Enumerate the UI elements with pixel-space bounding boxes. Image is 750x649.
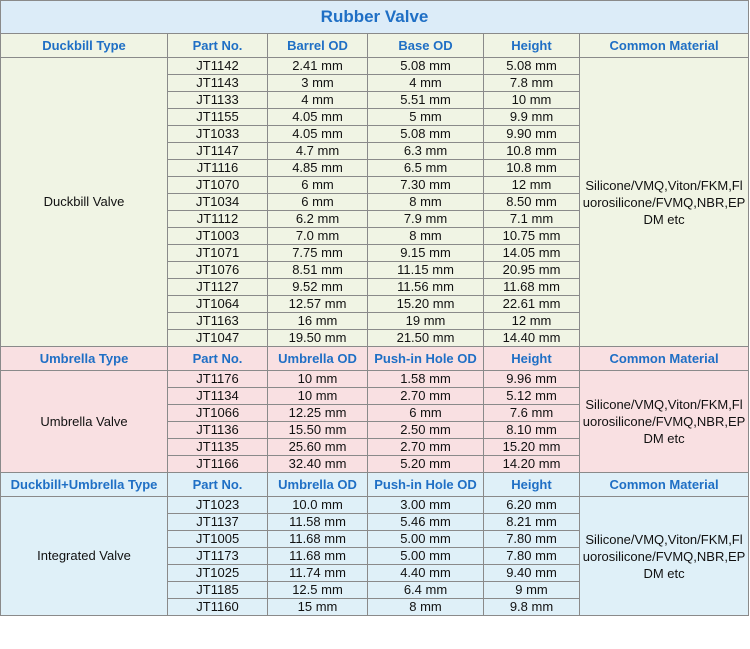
second-od-cell: 7.30 mm <box>368 177 484 194</box>
table-row <box>1 497 749 514</box>
second-od-cell: 8 mm <box>368 599 484 616</box>
part-no-cell: JT1116 <box>168 160 268 177</box>
height-cell: 12 mm <box>484 177 580 194</box>
umbrella-height-header: Height <box>484 347 580 371</box>
second-od-cell: 5.51 mm <box>368 92 484 109</box>
second-od-cell: 6.5 mm <box>368 160 484 177</box>
part-no-cell: JT1064 <box>168 296 268 313</box>
part-no-cell: JT1147 <box>168 143 268 160</box>
od-cell: 4.7 mm <box>268 143 368 160</box>
height-cell: 8.21 mm <box>484 514 580 531</box>
part-no-cell: JT1033 <box>168 126 268 143</box>
od-cell: 7.0 mm <box>268 228 368 245</box>
height-cell: 5.08 mm <box>484 58 580 75</box>
second-od-cell: 19 mm <box>368 313 484 330</box>
table-row <box>1 58 749 75</box>
second-od-cell: 11.15 mm <box>368 262 484 279</box>
part-no-cell: JT1163 <box>168 313 268 330</box>
umbrella-od-header: Umbrella OD <box>268 347 368 371</box>
od-cell: 4 mm <box>268 92 368 109</box>
od-cell: 32.40 mm <box>268 456 368 473</box>
od-cell: 6 mm <box>268 177 368 194</box>
height-cell: 14.20 mm <box>484 456 580 473</box>
part-no-cell: JT1160 <box>168 599 268 616</box>
duckbill-od-header: Barrel OD <box>268 34 368 58</box>
height-cell: 6.20 mm <box>484 497 580 514</box>
integrated-material-header: Common Material <box>580 473 749 497</box>
od-cell: 12.25 mm <box>268 405 368 422</box>
part-no-cell: JT1176 <box>168 371 268 388</box>
height-cell: 9.90 mm <box>484 126 580 143</box>
table-row <box>1 371 749 388</box>
height-cell: 7.80 mm <box>484 548 580 565</box>
second-od-cell: 1.58 mm <box>368 371 484 388</box>
umbrella-material: Silicone/VMQ,Viton/FKM,Fluorosilicone/FVMQ,NBR,EPDM etc <box>580 371 749 473</box>
height-cell: 10 mm <box>484 92 580 109</box>
table-title: Rubber Valve <box>1 1 749 34</box>
part-no-cell: JT1137 <box>168 514 268 531</box>
integrated-height-header: Height <box>484 473 580 497</box>
duckbill-header-row <box>1 34 749 58</box>
part-no-cell: JT1076 <box>168 262 268 279</box>
od-cell: 4.85 mm <box>268 160 368 177</box>
od-cell: 3 mm <box>268 75 368 92</box>
od-cell: 15 mm <box>268 599 368 616</box>
integrated-type-label: Integrated Valve <box>1 497 168 616</box>
duckbill-part-no-header: Part No. <box>168 34 268 58</box>
od-cell: 11.74 mm <box>268 565 368 582</box>
part-no-cell: JT1025 <box>168 565 268 582</box>
second-od-cell: 4.40 mm <box>368 565 484 582</box>
duckbill-height-header: Height <box>484 34 580 58</box>
second-od-cell: 2.50 mm <box>368 422 484 439</box>
integrated-material: Silicone/VMQ,Viton/FKM,Fluorosilicone/FVMQ,NBR,EPDM etc <box>580 497 749 616</box>
integrated-second-od-header: Push-in Hole OD <box>368 473 484 497</box>
second-od-cell: 6.3 mm <box>368 143 484 160</box>
second-od-cell: 9.15 mm <box>368 245 484 262</box>
second-od-cell: 15.20 mm <box>368 296 484 313</box>
od-cell: 4.05 mm <box>268 126 368 143</box>
second-od-cell: 2.70 mm <box>368 388 484 405</box>
part-no-cell: JT1133 <box>168 92 268 109</box>
second-od-cell: 4 mm <box>368 75 484 92</box>
od-cell: 16 mm <box>268 313 368 330</box>
od-cell: 6.2 mm <box>268 211 368 228</box>
od-cell: 7.75 mm <box>268 245 368 262</box>
second-od-cell: 5.46 mm <box>368 514 484 531</box>
part-no-cell: JT1127 <box>168 279 268 296</box>
height-cell: 12 mm <box>484 313 580 330</box>
part-no-cell: JT1066 <box>168 405 268 422</box>
part-no-cell: JT1155 <box>168 109 268 126</box>
height-cell: 8.10 mm <box>484 422 580 439</box>
second-od-cell: 5.08 mm <box>368 126 484 143</box>
height-cell: 10.8 mm <box>484 160 580 177</box>
od-cell: 11.68 mm <box>268 548 368 565</box>
duckbill-material-header: Common Material <box>580 34 749 58</box>
od-cell: 8.51 mm <box>268 262 368 279</box>
od-cell: 10 mm <box>268 371 368 388</box>
part-no-cell: JT1135 <box>168 439 268 456</box>
part-no-cell: JT1070 <box>168 177 268 194</box>
part-no-cell: JT1047 <box>168 330 268 347</box>
od-cell: 19.50 mm <box>268 330 368 347</box>
part-no-cell: JT1134 <box>168 388 268 405</box>
height-cell: 7.1 mm <box>484 211 580 228</box>
od-cell: 2.41 mm <box>268 58 368 75</box>
part-no-cell: JT1112 <box>168 211 268 228</box>
second-od-cell: 5.00 mm <box>368 531 484 548</box>
umbrella-material-header: Common Material <box>580 347 749 371</box>
integrated-od-header: Umbrella OD <box>268 473 368 497</box>
duckbill-type-label: Duckbill Valve <box>1 58 168 347</box>
height-cell: 9 mm <box>484 582 580 599</box>
height-cell: 11.68 mm <box>484 279 580 296</box>
part-no-cell: JT1143 <box>168 75 268 92</box>
part-no-cell: JT1003 <box>168 228 268 245</box>
duckbill-type-header: Duckbill Type <box>1 34 168 58</box>
second-od-cell: 11.56 mm <box>368 279 484 296</box>
integrated-part-no-header: Part No. <box>168 473 268 497</box>
second-od-cell: 7.9 mm <box>368 211 484 228</box>
second-od-cell: 21.50 mm <box>368 330 484 347</box>
umbrella-second-od-header: Push-in Hole OD <box>368 347 484 371</box>
height-cell: 7.80 mm <box>484 531 580 548</box>
height-cell: 7.8 mm <box>484 75 580 92</box>
od-cell: 12.57 mm <box>268 296 368 313</box>
second-od-cell: 6 mm <box>368 405 484 422</box>
height-cell: 10.75 mm <box>484 228 580 245</box>
height-cell: 8.50 mm <box>484 194 580 211</box>
umbrella-part-no-header: Part No. <box>168 347 268 371</box>
height-cell: 22.61 mm <box>484 296 580 313</box>
umbrella-type-header: Umbrella Type <box>1 347 168 371</box>
height-cell: 15.20 mm <box>484 439 580 456</box>
height-cell: 9.9 mm <box>484 109 580 126</box>
od-cell: 11.68 mm <box>268 531 368 548</box>
umbrella-type-label: Umbrella Valve <box>1 371 168 473</box>
part-no-cell: JT1166 <box>168 456 268 473</box>
height-cell: 20.95 mm <box>484 262 580 279</box>
height-cell: 14.05 mm <box>484 245 580 262</box>
height-cell: 10.8 mm <box>484 143 580 160</box>
part-no-cell: JT1142 <box>168 58 268 75</box>
od-cell: 10.0 mm <box>268 497 368 514</box>
second-od-cell: 5.00 mm <box>368 548 484 565</box>
part-no-cell: JT1185 <box>168 582 268 599</box>
part-no-cell: JT1034 <box>168 194 268 211</box>
second-od-cell: 5 mm <box>368 109 484 126</box>
umbrella-header-row <box>1 347 749 371</box>
od-cell: 10 mm <box>268 388 368 405</box>
second-od-cell: 2.70 mm <box>368 439 484 456</box>
second-od-cell: 8 mm <box>368 194 484 211</box>
second-od-cell: 3.00 mm <box>368 497 484 514</box>
second-od-cell: 8 mm <box>368 228 484 245</box>
height-cell: 14.40 mm <box>484 330 580 347</box>
height-cell: 9.96 mm <box>484 371 580 388</box>
od-cell: 15.50 mm <box>268 422 368 439</box>
integrated-header-row <box>1 473 749 497</box>
integrated-type-header: Duckbill+Umbrella Type <box>1 473 168 497</box>
part-no-cell: JT1071 <box>168 245 268 262</box>
od-cell: 25.60 mm <box>268 439 368 456</box>
second-od-cell: 5.20 mm <box>368 456 484 473</box>
second-od-cell: 5.08 mm <box>368 58 484 75</box>
od-cell: 11.58 mm <box>268 514 368 531</box>
part-no-cell: JT1173 <box>168 548 268 565</box>
part-no-cell: JT1005 <box>168 531 268 548</box>
second-od-cell: 6.4 mm <box>368 582 484 599</box>
height-cell: 9.8 mm <box>484 599 580 616</box>
od-cell: 4.05 mm <box>268 109 368 126</box>
part-no-cell: JT1023 <box>168 497 268 514</box>
height-cell: 5.12 mm <box>484 388 580 405</box>
part-no-cell: JT1136 <box>168 422 268 439</box>
od-cell: 9.52 mm <box>268 279 368 296</box>
od-cell: 6 mm <box>268 194 368 211</box>
height-cell: 9.40 mm <box>484 565 580 582</box>
height-cell: 7.6 mm <box>484 405 580 422</box>
duckbill-second-od-header: Base OD <box>368 34 484 58</box>
od-cell: 12.5 mm <box>268 582 368 599</box>
duckbill-material: Silicone/VMQ,Viton/FKM,Fluorosilicone/FVMQ,NBR,EPDM etc <box>580 58 749 347</box>
